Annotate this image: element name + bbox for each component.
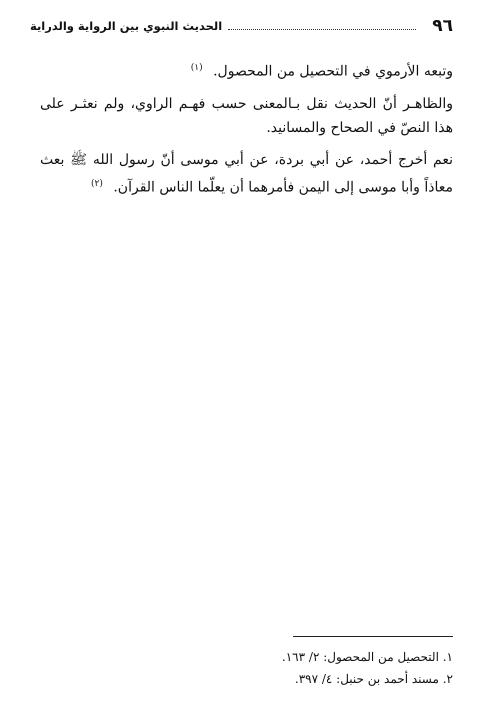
footnote-1: ١. التحصيل من المحصول: ٢/ ١٦٣. (281, 650, 453, 664)
main-text (40, 56, 453, 207)
paragraph-1 (40, 56, 453, 84)
footnote-ref: (٢) (91, 178, 103, 189)
page-number: ٩٦ (432, 16, 453, 36)
running-title: الحديث النبوي بين الرواية والدراية (30, 19, 223, 33)
footnote-2: ٢. مسند أحمد بن حنبل: ٤/ ٣٩٧. (294, 672, 453, 686)
paragraph-3 (40, 148, 453, 200)
header-dotted-rule (228, 29, 416, 30)
paragraph-text: وتبعه الأرموي في التحصيل من المحصول. (213, 63, 453, 80)
paragraph-text: نعم أخرج أحمد، عن أبي بردة، عن أبي موسى أنّ رسول الله ﷺ بعث معاذاً وأبا موسى إلى اليمن فأمرهما أن يعلّما الناس القرآن. (40, 151, 453, 196)
footnotes (153, 646, 453, 690)
paragraph-2 (40, 92, 453, 140)
running-header (30, 14, 453, 38)
footnote-separator (293, 636, 453, 637)
paragraph-text: والظاهـر أنّ الحديث نقل بـالمعنى حسب فهـم الراوي، ولم نعثـر على هذا النصّ في الصحاح والمسانيد. (40, 95, 453, 136)
footnote-ref: (١) (190, 63, 203, 73)
